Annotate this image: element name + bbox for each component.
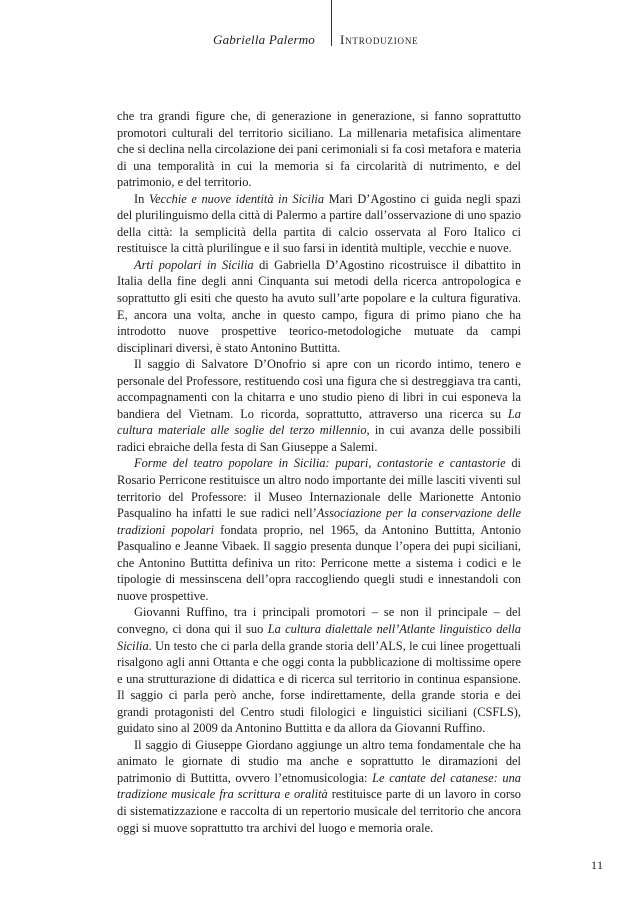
text-run: restituisce parte di un lavoro in corso di sistematizzazione e raccolta di un repertorio musicale del territorio che ancora oggi si muove soprattutto tra archivi del luogo e memoria orale. [117, 787, 521, 835]
paragraph [117, 356, 521, 455]
page-number: 11 [591, 858, 604, 872]
text-run: fondata proprio, nel 1965, da Antonino Buttitta, Antonio Pasqualino e Jeanne Vibaek. Il saggio presenta dunque l’opera dei pupi siciliani, che Antonino Buttitta definiva un rito: Perricone mette a sistema i codici e le tipologie di messinscena dell’opra raccogliendo quegli studi e innestandoli con nuove prospettive. [117, 522, 521, 603]
paragraph [117, 455, 521, 604]
text-run: Il saggio di Giuseppe Giordano aggiunge un altro tema fondamentale che ha animato le giornate di studio ma anche e soprattutto le diramazioni del patrimonio di Buttitta, ovvero l’etnomusicologia: [117, 737, 521, 785]
text-run: Il saggio di Salvatore D’Onofrio si apre con un ricordo intimo, tenero e personale del Professore, restituendo così una figura che si destreggiava tra canti, accompagnamenti con la chitarra e uno studio pieno di libri in cui esponeva la bandiera del Vietnam. Lo ricorda, soprattutto, attraverso una ricerca su [117, 357, 521, 421]
paragraph [117, 191, 521, 257]
text-run: di Rosario Perricone restituisce un altro nodo importante dei mille lasciti viventi sul territorio del Professore: il Museo Internazionale delle Marionette Antonio Pasqualino ha infatti le sue radici nell’ [117, 456, 521, 521]
italic-title: Arti popolari in Sicilia [134, 257, 254, 272]
italic-title: Vecchie e nuove identità in Sicilia [148, 191, 325, 206]
text-run: , in cui avanza delle possibili radici ebraiche della festa di San Giuseppe a Salemi. [117, 423, 521, 454]
italic-title: Associazione per la conservazione delle tradizioni popolari [117, 506, 521, 537]
italic-title: Forme del teatro popolare in Sicilia: pupari, contastorie e cantastorie [134, 456, 506, 471]
running-head [0, 0, 643, 60]
text-run: Giovanni Ruffino, tra i principali promotori – se non il principale – del convegno, ci dona qui il suo [117, 605, 521, 636]
paragraph [117, 737, 521, 836]
paragraph [117, 257, 521, 356]
running-head-section: Introduzione [340, 32, 419, 47]
body-text [117, 108, 521, 836]
text-run: Mari D’Agostino ci guida negli spazi del plurilinguismo della città di Palermo a partire dall’osservazione di uno spazio della città: la semplicità della partita di calcio osservata al Foro Italico ci restituisce la città plurilingue e il suo farsi in identità multiple, vecchie e nuove. [117, 191, 521, 256]
text-run: di Gabriella D’Agostino ricostruisce il dibattito in Italia della fine degli anni Cinquanta sui metodi della ricerca antropologica e soprattutto gli esiti che questo ha avuto sull’arte popolare e la cultura figurativa. E, ancora una volta, anche in questo campo, figura di primo piano che ha introdotto nuove prospettive teorico-metodologiche mutuate da campi disciplinari diversi, è stato Antonino Buttitta. [117, 257, 521, 355]
italic-title: La cultura dialettale nell’Atlante linguistico della Sicilia [117, 621, 521, 653]
text-run: . Un testo che ci parla della grande storia dell’ALS, le cui linee progettuali risalgono agli anni Ottanta e che oggi conta la pubblicazione di moltissime opere e una strutturazione di didattica e di ricerca sul territorio in continua espansione. Il saggio ci parla però anche, forse indirettamente, della grande storia e dei grandi protagonisti del Centro studi filologici e linguistici siciliani (CSFLS), guidato sino al 2009 da Antonino Buttitta e da allora da Giovanni Ruffino. [117, 638, 521, 736]
text-run: In [134, 191, 149, 206]
running-head-divider [331, 0, 332, 46]
running-head-author: Gabriella Palermo [213, 32, 315, 47]
paragraph [117, 108, 521, 191]
italic-title: Le cantate del catanese: una tradizione musicale fra scrittura e oralità [117, 770, 521, 802]
paragraph [117, 604, 521, 736]
text-run: che tra grandi figure che, di generazione in generazione, si fanno soprattutto promotori culturali del territorio siciliano. La millenaria metafisica alimentare che si declina nella circolazione dei pani cerimoniali si fa così metafora e materia di una temporalità in cui la memoria si fa circolarità di nutrimento, e del patrimonio, e del territorio. [117, 109, 521, 190]
italic-title: La cultura materiale alle soglie del terzo millennio [117, 406, 521, 438]
